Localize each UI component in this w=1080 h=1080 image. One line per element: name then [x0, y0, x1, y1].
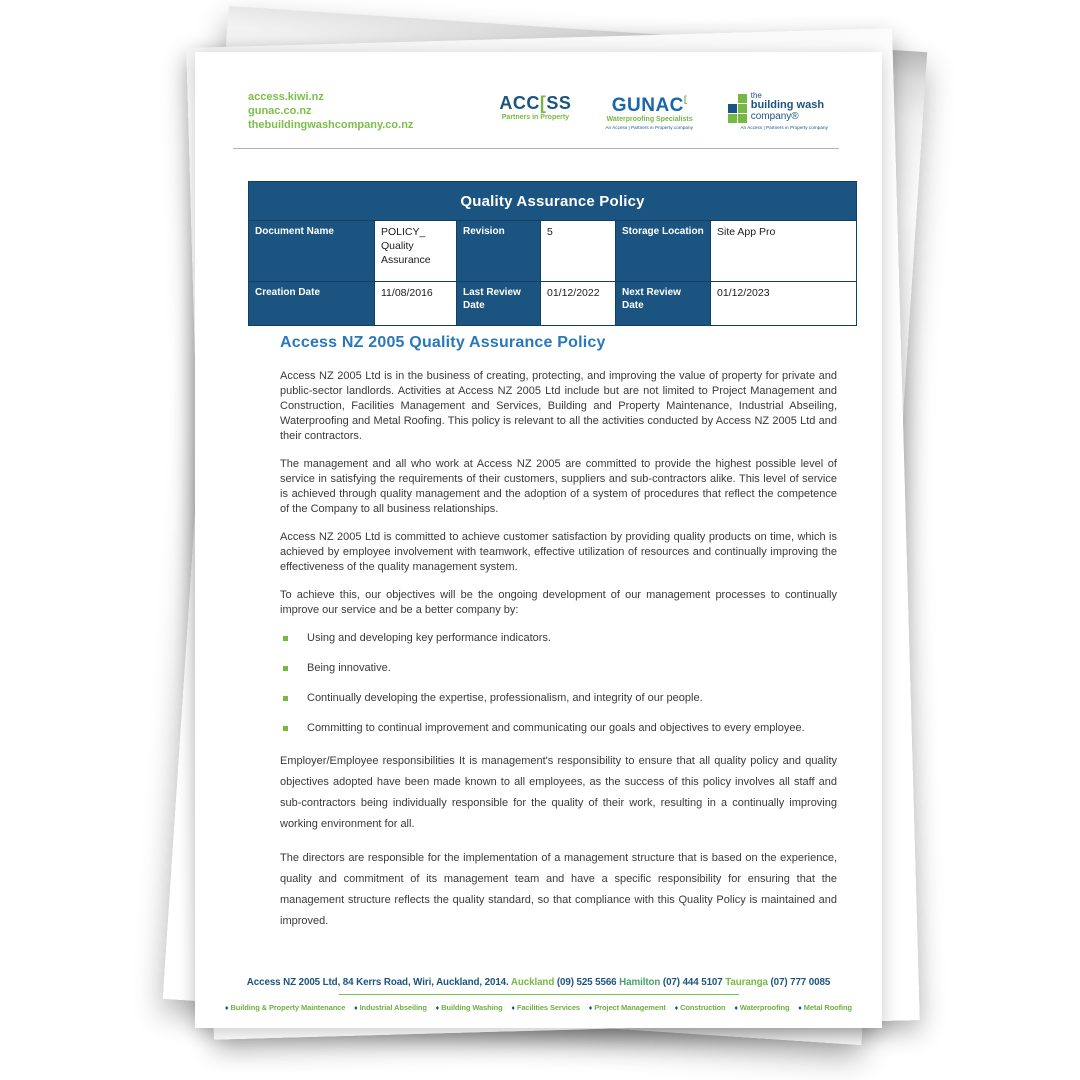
objective-item: [280, 631, 837, 646]
bwc-logo-line2: building wash: [750, 99, 825, 111]
bullet-square-icon: [283, 666, 288, 671]
objective-item: [280, 661, 837, 676]
bwc-logo-line3: company®: [750, 111, 799, 122]
services-line: [225, 1003, 852, 1012]
table-value-next-review-date: 01/12/2023: [711, 282, 857, 326]
diamond-icon: ♦: [734, 1005, 738, 1012]
service-label: Building Washing: [441, 1003, 503, 1012]
logo-group: [499, 88, 840, 132]
policy-paragraph-6: The directors are responsible for the implementation of a management structure that is based on the experience, quality and commitment of its management team and have a specific responsibility for ensuring that the management structure reflects the quality standard, so that compliance with this Quality Policy is maintained and improved.: [280, 852, 837, 927]
table-label-document-name: Document Name: [249, 221, 375, 282]
contact-city-hamilton: Hamilton: [619, 977, 661, 988]
table-value-storage-location: Site App Pro: [711, 221, 857, 282]
table-row: [249, 282, 857, 326]
objective-text: Being innovative.: [307, 662, 391, 674]
objective-text: Committing to continual improvement and communicating our goals and objectives to every employee.: [307, 722, 805, 734]
service-item: [225, 1003, 345, 1012]
diamond-icon: ♦: [225, 1005, 229, 1012]
bwc-square-blue: [728, 104, 737, 113]
page-footer: [195, 977, 882, 1012]
table-label-last-review-date: Last Review Date: [457, 282, 541, 326]
diamond-icon: ♦: [588, 1005, 593, 1012]
policy-paragraph-1: Access NZ 2005 Ltd is in the business of creating, protecting, and improving the value of property for private and public-sector landlords. Activities at Access NZ 2005 Ltd include but are not limited to Project Management and Construction, Facilities Management and Services, Building and Property Maintenance, Industrial Abseiling, Waterproofing and Metal Roofing. This policy is relevant to all the activities conducted by Access NZ 2005 Ltd and their contractors.: [280, 370, 837, 442]
service-label: Metal Roofing: [803, 1003, 852, 1012]
policy-title: Access NZ 2005 Quality Assurance Policy: [280, 334, 606, 351]
bullet-square-icon: [283, 636, 288, 641]
table-value-document-name: POLICY_ Quality Assurance: [375, 221, 457, 282]
bwc-square-green: [738, 104, 747, 113]
service-item: [589, 1003, 666, 1012]
bullet-square-icon: [283, 726, 288, 731]
access-logo-wordmark: [499, 94, 571, 112]
table-label-storage-location: Storage Location: [616, 221, 711, 282]
bwc-square-empty: [728, 94, 737, 103]
bullet-square-icon: [283, 696, 288, 701]
contact-line: [195, 977, 882, 988]
bwc-logo-line1: the: [750, 91, 762, 100]
service-item: [354, 1003, 427, 1012]
link-gunac: gunac.co.nz: [248, 105, 312, 117]
objective-text: Using and developing key performance indicators.: [307, 632, 551, 644]
service-item: [675, 1003, 726, 1012]
footer-divider: [339, 994, 739, 995]
access-logo-text: ACC: [499, 93, 540, 113]
bwc-square-green: [738, 94, 747, 103]
bwc-logo-subline: An Access | Partners in Property company: [740, 126, 828, 131]
diamond-icon: ♦: [674, 1005, 679, 1012]
contact-city-auckland: Auckland: [510, 977, 555, 988]
building-wash-company-logo: [728, 92, 840, 132]
diamond-icon: ♦: [354, 1005, 358, 1012]
access-logo-text-2: SS: [546, 93, 572, 113]
bwc-square-green: [738, 114, 747, 123]
diamond-icon: ♦: [798, 1005, 802, 1012]
table-label-next-review-date: Next Review Date: [616, 282, 711, 326]
service-item: [798, 1003, 852, 1012]
bwc-squares-icon: [728, 94, 747, 123]
brand-header: [248, 88, 842, 144]
company-address: Access NZ 2005 Ltd, 84 Kerrs Road, Wiri, Auckland, 2014.: [246, 977, 509, 988]
table-value-last-review-date: 01/12/2022: [541, 282, 616, 326]
gunac-logo-text: GUNAC: [611, 95, 684, 116]
policy-paragraph-4: To achieve this, our objectives will be the ongoing development of our management processes to continually improve our service and be a better company by:: [280, 589, 837, 616]
access-logo: [499, 94, 571, 121]
table-label-creation-date: Creation Date: [249, 282, 375, 326]
link-buildingwash: thebuildingwashcompany.co.nz: [248, 119, 414, 131]
gunac-logo-bracket-icon: [: [683, 94, 688, 104]
table-title: Quality Assurance Policy: [249, 182, 857, 221]
service-item: [734, 1003, 789, 1012]
link-access-kiwi: access.kiwi.nz: [248, 91, 324, 103]
policy-paragraph-5: Employer/Employee responsibilities It is management's responsibility to ensure that all quality policy and quality objectives adopted have been made known to all employees, as the success of this policy involves all staff and sub-contractors being individually responsible for the quality of their work, resulting in a continually improving working environment for all.: [280, 755, 837, 830]
objective-item: [280, 721, 837, 736]
diamond-icon: ♦: [435, 1005, 440, 1012]
access-logo-tagline: Partners in Property: [501, 114, 570, 121]
objective-item: [280, 691, 837, 706]
service-label: Facilities Services: [516, 1003, 581, 1012]
objective-text: Continually developing the expertise, professionalism, and integrity of our people.: [307, 692, 703, 704]
service-label: Construction: [680, 1003, 726, 1012]
objectives-list: [280, 631, 837, 736]
site-links: [248, 90, 413, 132]
service-item: [511, 1003, 580, 1012]
table-label-revision: Revision: [457, 221, 541, 282]
bwc-logo-wordmark: [751, 92, 824, 122]
service-label: Industrial Abseiling: [359, 1003, 427, 1012]
service-item: [436, 1003, 503, 1012]
header-divider: [233, 148, 839, 149]
diamond-icon: ♦: [511, 1005, 515, 1012]
contact-phone-hamilton: (07) 444 5107: [662, 977, 723, 988]
gunac-logo-wordmark: [593, 90, 705, 115]
gunac-logo-subline: An Access | Partners in Property company: [605, 126, 694, 131]
service-label: Building & Property Maintenance: [230, 1003, 346, 1012]
policy-paragraph-2: The management and all who work at Access NZ 2005 are committed to provide the highest possible level of service in satisfying the requirements of their customers, suppliers and sub-contractors alike. This level of service is achieved through quality management and the adoption of a system of procedures that reflect the competence of the Company to all business relationships.: [280, 458, 837, 515]
gunac-logo: [593, 90, 705, 132]
service-label: Project Management: [594, 1003, 666, 1012]
policy-paragraph-3: Access NZ 2005 Ltd is committed to achieve customer satisfaction by providing quality products on time, which is achieved by employee involvement with teamwork, effective utilization of resources and continually improving the effectiveness of the quality management system.: [280, 531, 837, 573]
bwc-square-green: [728, 114, 737, 123]
table-row: [249, 221, 857, 282]
gunac-logo-tagline: Waterproofing Specialists: [606, 116, 693, 123]
contact-city-tauranga: Tauranga: [725, 977, 768, 988]
service-label: Waterproofing: [739, 1003, 790, 1012]
document-info-table: [248, 181, 857, 326]
table-value-revision: 5: [541, 221, 616, 282]
contact-phone-tauranga: (07) 777 0085: [770, 977, 831, 988]
access-logo-bracket-icon: [: [539, 93, 547, 113]
document-page: [195, 52, 882, 1028]
policy-body: [280, 334, 837, 945]
table-value-creation-date: 11/08/2016: [375, 282, 457, 326]
contact-phone-auckland: (09) 525 5566: [556, 977, 617, 988]
